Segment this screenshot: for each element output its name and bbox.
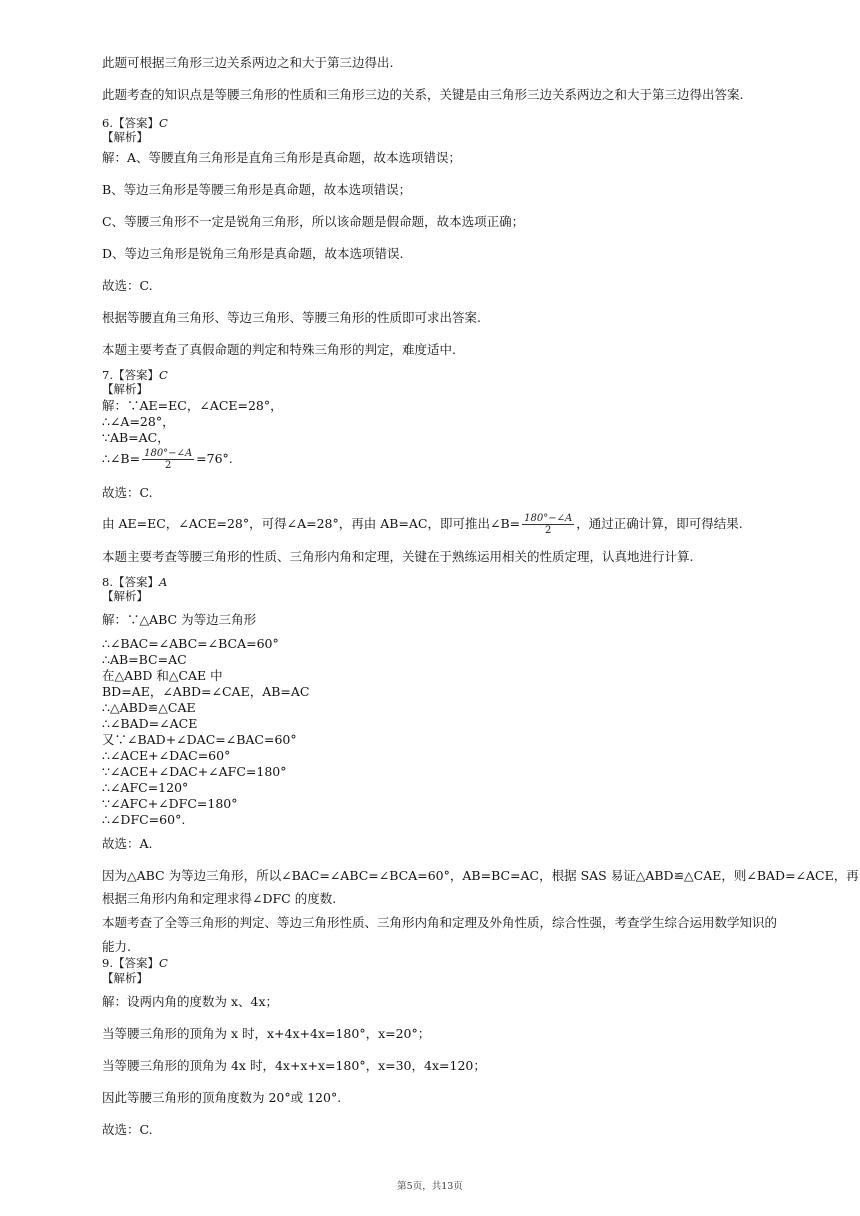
- text-line: 此题可根据三角形三边关系两边之和大于第三边得出.: [102, 55, 394, 70]
- analysis-label: 【解析】: [102, 589, 148, 603]
- text-line: 解：∵△ABC 为等边三角形: [102, 612, 257, 627]
- text-line: ∴∠BAD=∠ACE: [102, 716, 198, 731]
- answer-header-8: 8.【答案】A: [102, 575, 168, 589]
- formula-line: ∴∠B= $\frac{180^\circ-\angle A}{2}$ =76°.: [102, 448, 233, 471]
- page-number-footer: 第5页，共13页: [397, 1181, 463, 1192]
- answer-letter: C: [158, 116, 168, 130]
- text-line: 本题主要考查了真假命题的判定和特殊三角形的判定，难度适中.: [102, 342, 456, 357]
- text-line: 故选：C.: [102, 485, 153, 500]
- text-line: ∴△ABD≌△CAE: [102, 700, 196, 715]
- text-line: B、等边三角形是等腰三角形是真命题，故本选项错误；: [102, 182, 412, 197]
- text-line: ∴∠A=28°，: [102, 414, 175, 429]
- answer-letter: C: [158, 368, 168, 382]
- fraction: $\frac{180^\circ-\angle A}{2}$: [144, 448, 193, 471]
- text-line: BD=AE，∠ABD=∠CAE，AB=AC: [102, 684, 310, 699]
- text-line: ∴∠DFC=60°.: [102, 812, 186, 827]
- text-line: 本题主要考查等腰三角形的性质、三角形内角和定理，关键在于熟练运用相关的性质定理，认真地进行计算.: [102, 549, 694, 564]
- text-line: 故选：A.: [102, 836, 153, 851]
- text-line: 故选：C.: [102, 1122, 153, 1137]
- text-line: ∴∠AFC=120°: [102, 780, 189, 795]
- fraction: $\frac{180^\circ-\angle A}{2}$: [524, 513, 573, 536]
- text-line: 当等腰三角形的顶角为 4x 时，4x+x+x=180°，x=30，4x=120；: [102, 1058, 486, 1073]
- text-line: 因为△ABC 为等边三角形，所以∠BAC=∠ABC=∠BCA=60°，AB=BC=AC，根据 SAS 易证△ABD≌△CAE，则∠BAD=∠ACE，再: [102, 868, 859, 883]
- text-line: 根据三角形内角和定理求得∠DFC 的度数.: [102, 891, 337, 906]
- text-line: D、等边三角形是锐角三角形是真命题，故本选项错误.: [102, 246, 404, 261]
- text-line: 解：∵AE=EC，∠ACE=28°，: [102, 398, 283, 413]
- analysis-label: 【解析】: [102, 130, 148, 144]
- text-line: 此题考查的知识点是等腰三角形的性质和三角形三边的关系，关键是由三角形三边关系两边之和大于第三边得出答案.: [102, 87, 744, 102]
- text-line: 因此等腰三角形的顶角度数为 20°或 120°.: [102, 1090, 342, 1105]
- text-line: ∵AB=AC，: [102, 430, 170, 445]
- text-line: ∴AB=BC=AC: [102, 652, 187, 667]
- answer-header-7: 7.【答案】C: [102, 368, 168, 382]
- answer-letter: C: [158, 956, 168, 970]
- text-line: 本题考查了全等三角形的判定、等边三角形性质、三角形内角和定理及外角性质，综合性强，考查学生综合运用数学知识的: [102, 915, 778, 930]
- text-line: 解：设两内角的度数为 x、4x；: [102, 994, 279, 1009]
- text-line: ∵∠AFC+∠DFC=180°: [102, 796, 238, 811]
- text-line: ∴∠ACE+∠DAC=60°: [102, 748, 231, 763]
- text-line: ∴∠BAC=∠ABC=∠BCA=60°: [102, 636, 279, 651]
- text-line: 故选：C.: [102, 278, 153, 293]
- text-line: 又∵∠BAD+∠DAC=∠BAC=60°: [102, 732, 297, 747]
- analysis-label: 【解析】: [102, 971, 148, 985]
- answer-header-9: 9.【答案】C: [102, 956, 168, 970]
- text-line: 在△ABD 和△CAE 中: [102, 668, 223, 683]
- text-line: 能力.: [102, 939, 131, 954]
- text-line: ∵∠ACE+∠DAC+∠AFC=180°: [102, 764, 287, 779]
- analysis-label: 【解析】: [102, 382, 148, 396]
- answer-letter: A: [158, 575, 168, 589]
- text-line: 解：A、等腰直角三角形是直角三角形是真命题，故本选项错误；: [102, 150, 462, 165]
- text-line: C、等腰三角形不一定是锐角三角形，所以该命题是假命题，故本选项正确；: [102, 214, 525, 229]
- formula-line: 由 AE=EC，∠ACE=28°，可得∠A=28°，再由 AB=AC，即可推出∠B= $\frac{180^\circ-\angle A}{2}$ ，通过正确计算，即可得结果.: [102, 513, 743, 536]
- answer-header-6: 6.【答案】C: [102, 116, 168, 130]
- text-line: 当等腰三角形的顶角为 x 时，x+4x+4x=180°，x=20°；: [102, 1026, 431, 1041]
- text-line: 根据等腰直角三角形、等边三角形、等腰三角形的性质即可求出答案.: [102, 310, 481, 325]
